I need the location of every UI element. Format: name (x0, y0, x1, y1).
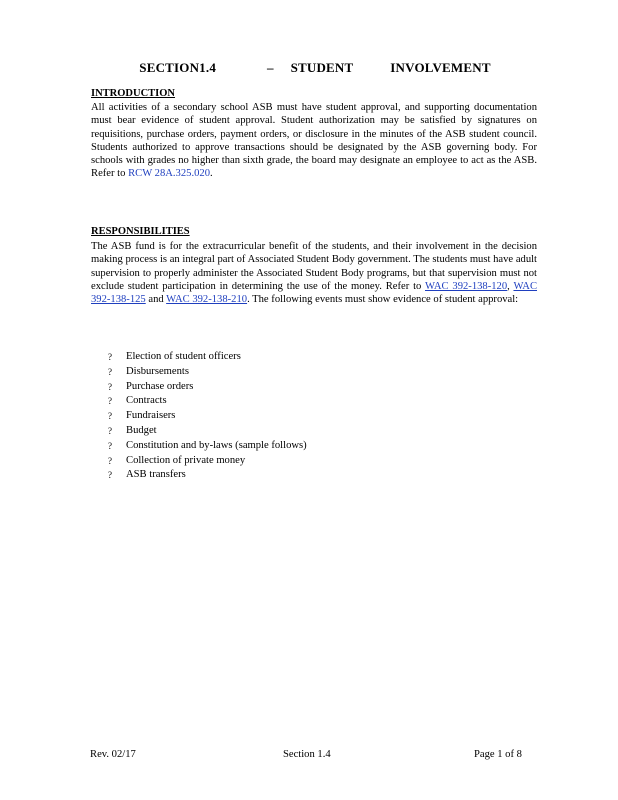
responsibilities-text: The ASB fund is for the extracurricular benefit of the students, and their involvement in the decision making process is an integral part of Associated Student Body government. The students must have adult supervision to properly administer the Associated Student Body programs, but that supervision must not exclude student participation in determining the use of the money. Refer to (91, 241, 537, 292)
footer-revision: Rev. 02/17 (90, 749, 136, 760)
footer-page-number: Page 1 of 8 (474, 749, 522, 760)
link-separator-1: , (507, 280, 514, 292)
link-separator-2: and (145, 294, 167, 306)
bullet-mark: ? (108, 455, 112, 466)
responsibilities-text-end: . The following events must show evidence of student approval: (247, 294, 519, 306)
list-item: ? Disbursements (108, 365, 307, 380)
list-item: ? Fundraisers (108, 409, 307, 424)
rcw-link[interactable]: RCW 28A.325.020 (128, 168, 210, 180)
responsibilities-paragraph (91, 240, 537, 306)
bullet-mark: ? (108, 381, 112, 392)
introduction-text: All activities of a secondary school ASB must have student approval, and supporting documentation must bear evidence of student approval. Student authorization may be satisfied by signatures on requisitions, purchase orders, payment orders, or disclosure in the minutes of the ASB student council. Students authorized to approve transactions should be designated by the ASB governing body. For schools with grades no higher than sixth grade, the board may designate an employee to act as the ASB. Refer to (91, 102, 537, 180)
bullet-mark: ? (108, 396, 112, 407)
events-list (108, 350, 307, 483)
list-item: ? Purchase orders (108, 380, 307, 395)
responsibilities-heading: RESPONSIBILITIES (91, 226, 190, 237)
bullet-mark: ? (108, 352, 112, 362)
bullet-mark: ? (108, 366, 112, 377)
list-item: ? Contracts (108, 394, 307, 409)
introduction-paragraph (91, 101, 537, 181)
list-item: ? Budget (108, 424, 307, 439)
wac-210-link[interactable]: WAC 392-138-210 (166, 294, 248, 306)
list-item: ? ASB transfers (108, 468, 307, 483)
introduction-heading: INTRODUCTION (91, 88, 176, 99)
introduction-text-end: . (210, 168, 213, 180)
bullet-mark: ? (108, 440, 112, 451)
list-item: ? Collection of private money (108, 454, 307, 469)
bullet-mark: ? (108, 425, 112, 436)
bullet-mark: ? (108, 470, 112, 481)
title-word-involvement: INVOLVEMENT (390, 60, 491, 75)
footer-section: Section 1.4 (283, 749, 331, 760)
wac-120-link[interactable]: WAC 392-138-120 (425, 280, 508, 292)
wac-125-link[interactable]: WAC 392-138-125 (91, 280, 538, 306)
bullet-mark: ? (108, 411, 112, 422)
title-dash: – (266, 60, 274, 75)
page-title (90, 60, 540, 76)
title-word-student: STUDENT (290, 60, 354, 75)
list-item: ? Election of student officers (108, 350, 307, 365)
title-section: SECTION1.4 (139, 60, 217, 75)
list-item: ? Constitution and by-laws (sample follows) (108, 439, 307, 454)
